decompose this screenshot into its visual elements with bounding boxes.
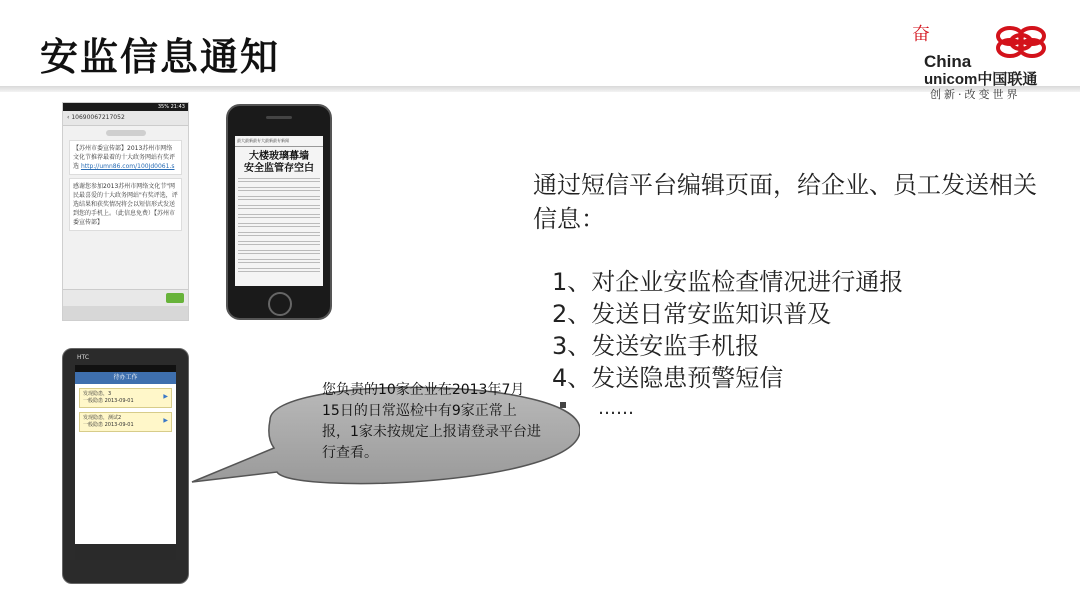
newspaper-column <box>238 178 320 184</box>
logo-mark: 奋 <box>912 24 930 45</box>
feature-list <box>552 266 903 394</box>
newspaper-column <box>238 268 320 274</box>
newspaper-column <box>238 241 320 247</box>
speech-bubble-text: 您负责的10家企业在2013年7月15日的日常巡检中有9家正常上报，1家未按规定上报请登录平台进行查看。 <box>322 382 541 461</box>
list-item: 3、发送安监手机报 <box>552 332 760 360</box>
sms-message: 感谢您参加2013苏州市网络文化节"网民最喜爱的十大政务网站"有奖评选，评选结果和获奖情况将会以短信形式发送到您的手机上。（此信息免费）【苏州市委宣传部】 <box>69 178 182 231</box>
china-unicom-logo <box>900 18 1070 101</box>
sms-phone-screenshot <box>62 102 189 321</box>
iphone-newspaper <box>226 104 332 320</box>
sms-sender-header: ‹ 10690067217052 <box>63 111 188 126</box>
sms-message-text: 【苏州市委宣传部】2013苏州市网络文化节推荐最着的十大政务网站有奖评选 <box>73 145 176 170</box>
tab-bar <box>75 544 176 560</box>
send-button <box>166 293 184 303</box>
newspaper-column <box>238 259 320 265</box>
todo-meta: 一般隐患 2013-09-01 <box>83 398 134 404</box>
todo-title: 发现隐患，测试2 <box>83 415 122 421</box>
phone-brand: HTC <box>77 354 90 361</box>
todo-meta: 一般隐患 2013-09-01 <box>83 422 134 428</box>
slide-title: 安监信息通知 <box>40 35 281 79</box>
chevron-right-icon: ▶ <box>163 417 168 424</box>
newspaper-column <box>238 250 320 256</box>
sms-input-bar <box>63 289 188 306</box>
newspaper-column <box>238 187 320 193</box>
todo-title: 发现隐患，3 <box>83 391 112 397</box>
unicom-knot-icon <box>992 24 1062 58</box>
status-bar <box>75 365 176 372</box>
bullet-marker <box>560 402 566 408</box>
logo-brand-line2: unicom中国联通 <box>924 71 1038 88</box>
newspaper-masthead: 最大最新最专大最新最专新闻 <box>235 136 323 147</box>
todo-row <box>79 388 172 408</box>
newspaper-column <box>238 214 320 220</box>
list-item: 1、对企业安监检查情况进行通报 <box>552 268 904 296</box>
android-nav-bar <box>63 306 188 320</box>
newspaper-column <box>238 196 320 202</box>
list-item: 2、发送日常安监知识普及 <box>552 300 832 328</box>
todo-row <box>79 412 172 432</box>
chevron-right-icon: ▶ <box>163 393 168 400</box>
headline-line2: 安全监管存空白 <box>244 163 314 174</box>
htc-phone <box>62 348 189 584</box>
home-button <box>268 292 292 316</box>
logo-slogan: 创新·改变世界 <box>930 88 1021 101</box>
description-intro: 通过短信平台编辑页面，给企业、员工发送相关信息： <box>533 171 1037 233</box>
sms-sender: 10690067217052 <box>71 114 125 121</box>
list-item: 4、发送隐患预警短信 <box>552 364 784 392</box>
speaker-grille <box>266 116 292 119</box>
newspaper-column <box>238 223 320 229</box>
date-chip <box>106 130 146 136</box>
newspaper-column <box>238 232 320 238</box>
list-ellipsis: …… <box>598 398 634 419</box>
newspaper-column <box>238 205 320 211</box>
sms-message <box>69 140 182 175</box>
logo-brand-line1: China <box>924 52 972 71</box>
newspaper-headline <box>235 151 323 175</box>
sms-message-link: http://umn86.com/100Jd0061.s <box>80 163 175 170</box>
app-title: 待办工作 <box>75 372 176 384</box>
headline-line1: 大楼玻璃幕墙 <box>249 151 309 162</box>
status-bar: 35% 21:43 <box>63 103 188 111</box>
htc-screen <box>75 365 176 560</box>
newspaper-screen <box>235 136 323 286</box>
